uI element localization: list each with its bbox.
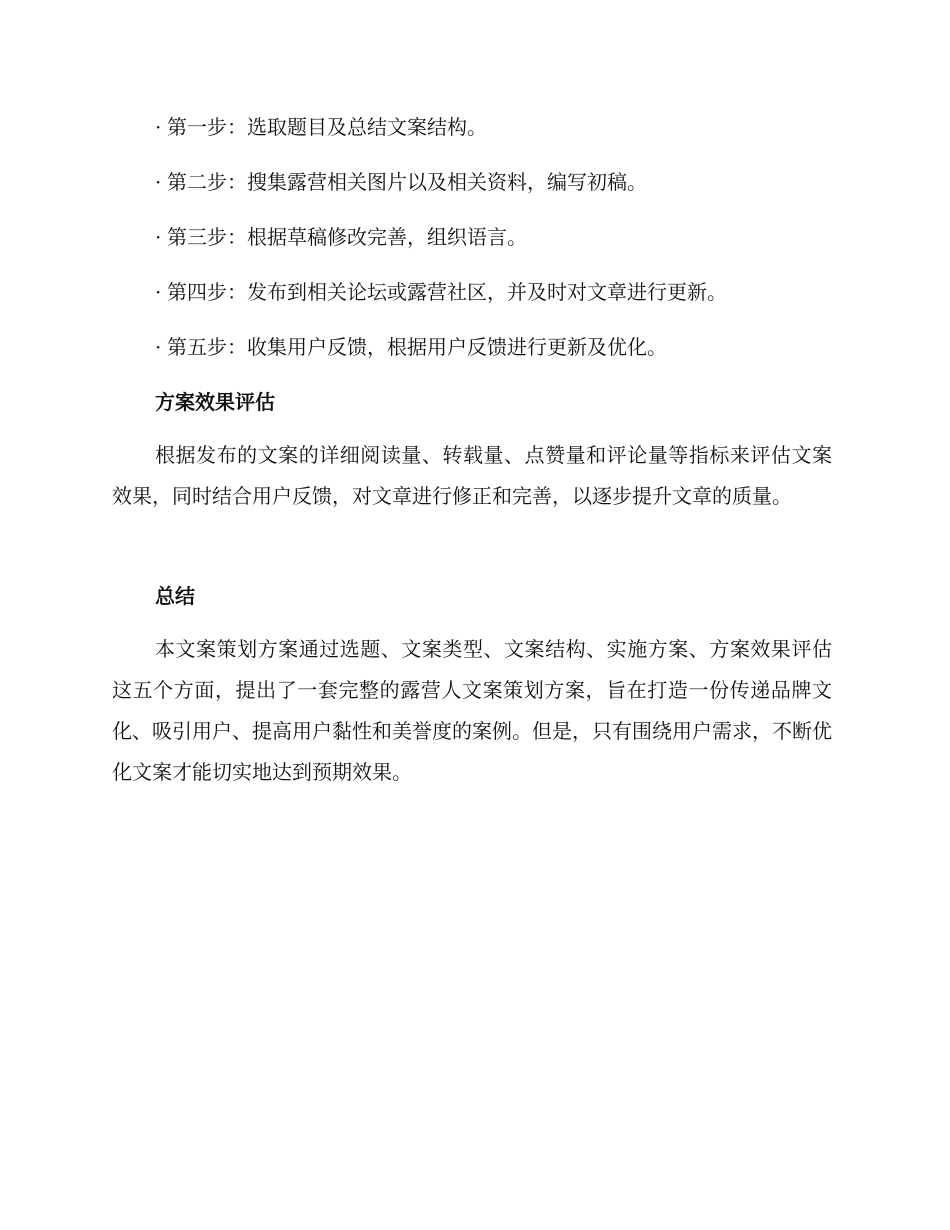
step-1-text: 第一步：选取题目及总结文案结构。 — [167, 115, 487, 139]
step-4-text: 第四步：发布到相关论坛或露营社区，并及时对文章进行更新。 — [167, 280, 727, 304]
evaluation-paragraph: 根据发布的文案的详细阅读量、转载量、点赞量和评论量等指标来评估文案效果，同时结合用户反馈，对文章进行修正和完善，以逐步提升文章的质量。 — [112, 443, 832, 508]
step-2-text: 第二步：搜集露营相关图片以及相关资料，编写初稿。 — [167, 170, 647, 194]
step-5 — [155, 333, 667, 361]
step-3 — [155, 223, 527, 251]
step-1 — [155, 113, 487, 141]
step-2 — [155, 168, 647, 196]
step-3-text: 第三步：根据草稿修改完善，组织语言。 — [167, 225, 527, 249]
bullet-icon: · — [155, 225, 162, 249]
summary-paragraph: 本文案策划方案通过选题、文案类型、文案结构、实施方案、方案效果评估这五个方面，提出了一套完整的露营人文案策划方案，旨在打造一份传递品牌文化、吸引用户、提高用户黏性和美誉度的案例。但是，只有围绕用户需求，不断优化文案才能切实地达到预期效果。 — [112, 637, 832, 784]
summary-heading: 总结 — [155, 584, 195, 608]
bullet-icon: · — [155, 335, 162, 359]
step-5-text: 第五步：收集用户反馈，根据用户反馈进行更新及优化。 — [167, 335, 667, 359]
bullet-icon: · — [155, 170, 162, 194]
step-4 — [155, 278, 727, 306]
bullet-icon: · — [155, 280, 162, 304]
bullet-icon: · — [155, 115, 162, 139]
evaluation-heading: 方案效果评估 — [155, 390, 275, 414]
